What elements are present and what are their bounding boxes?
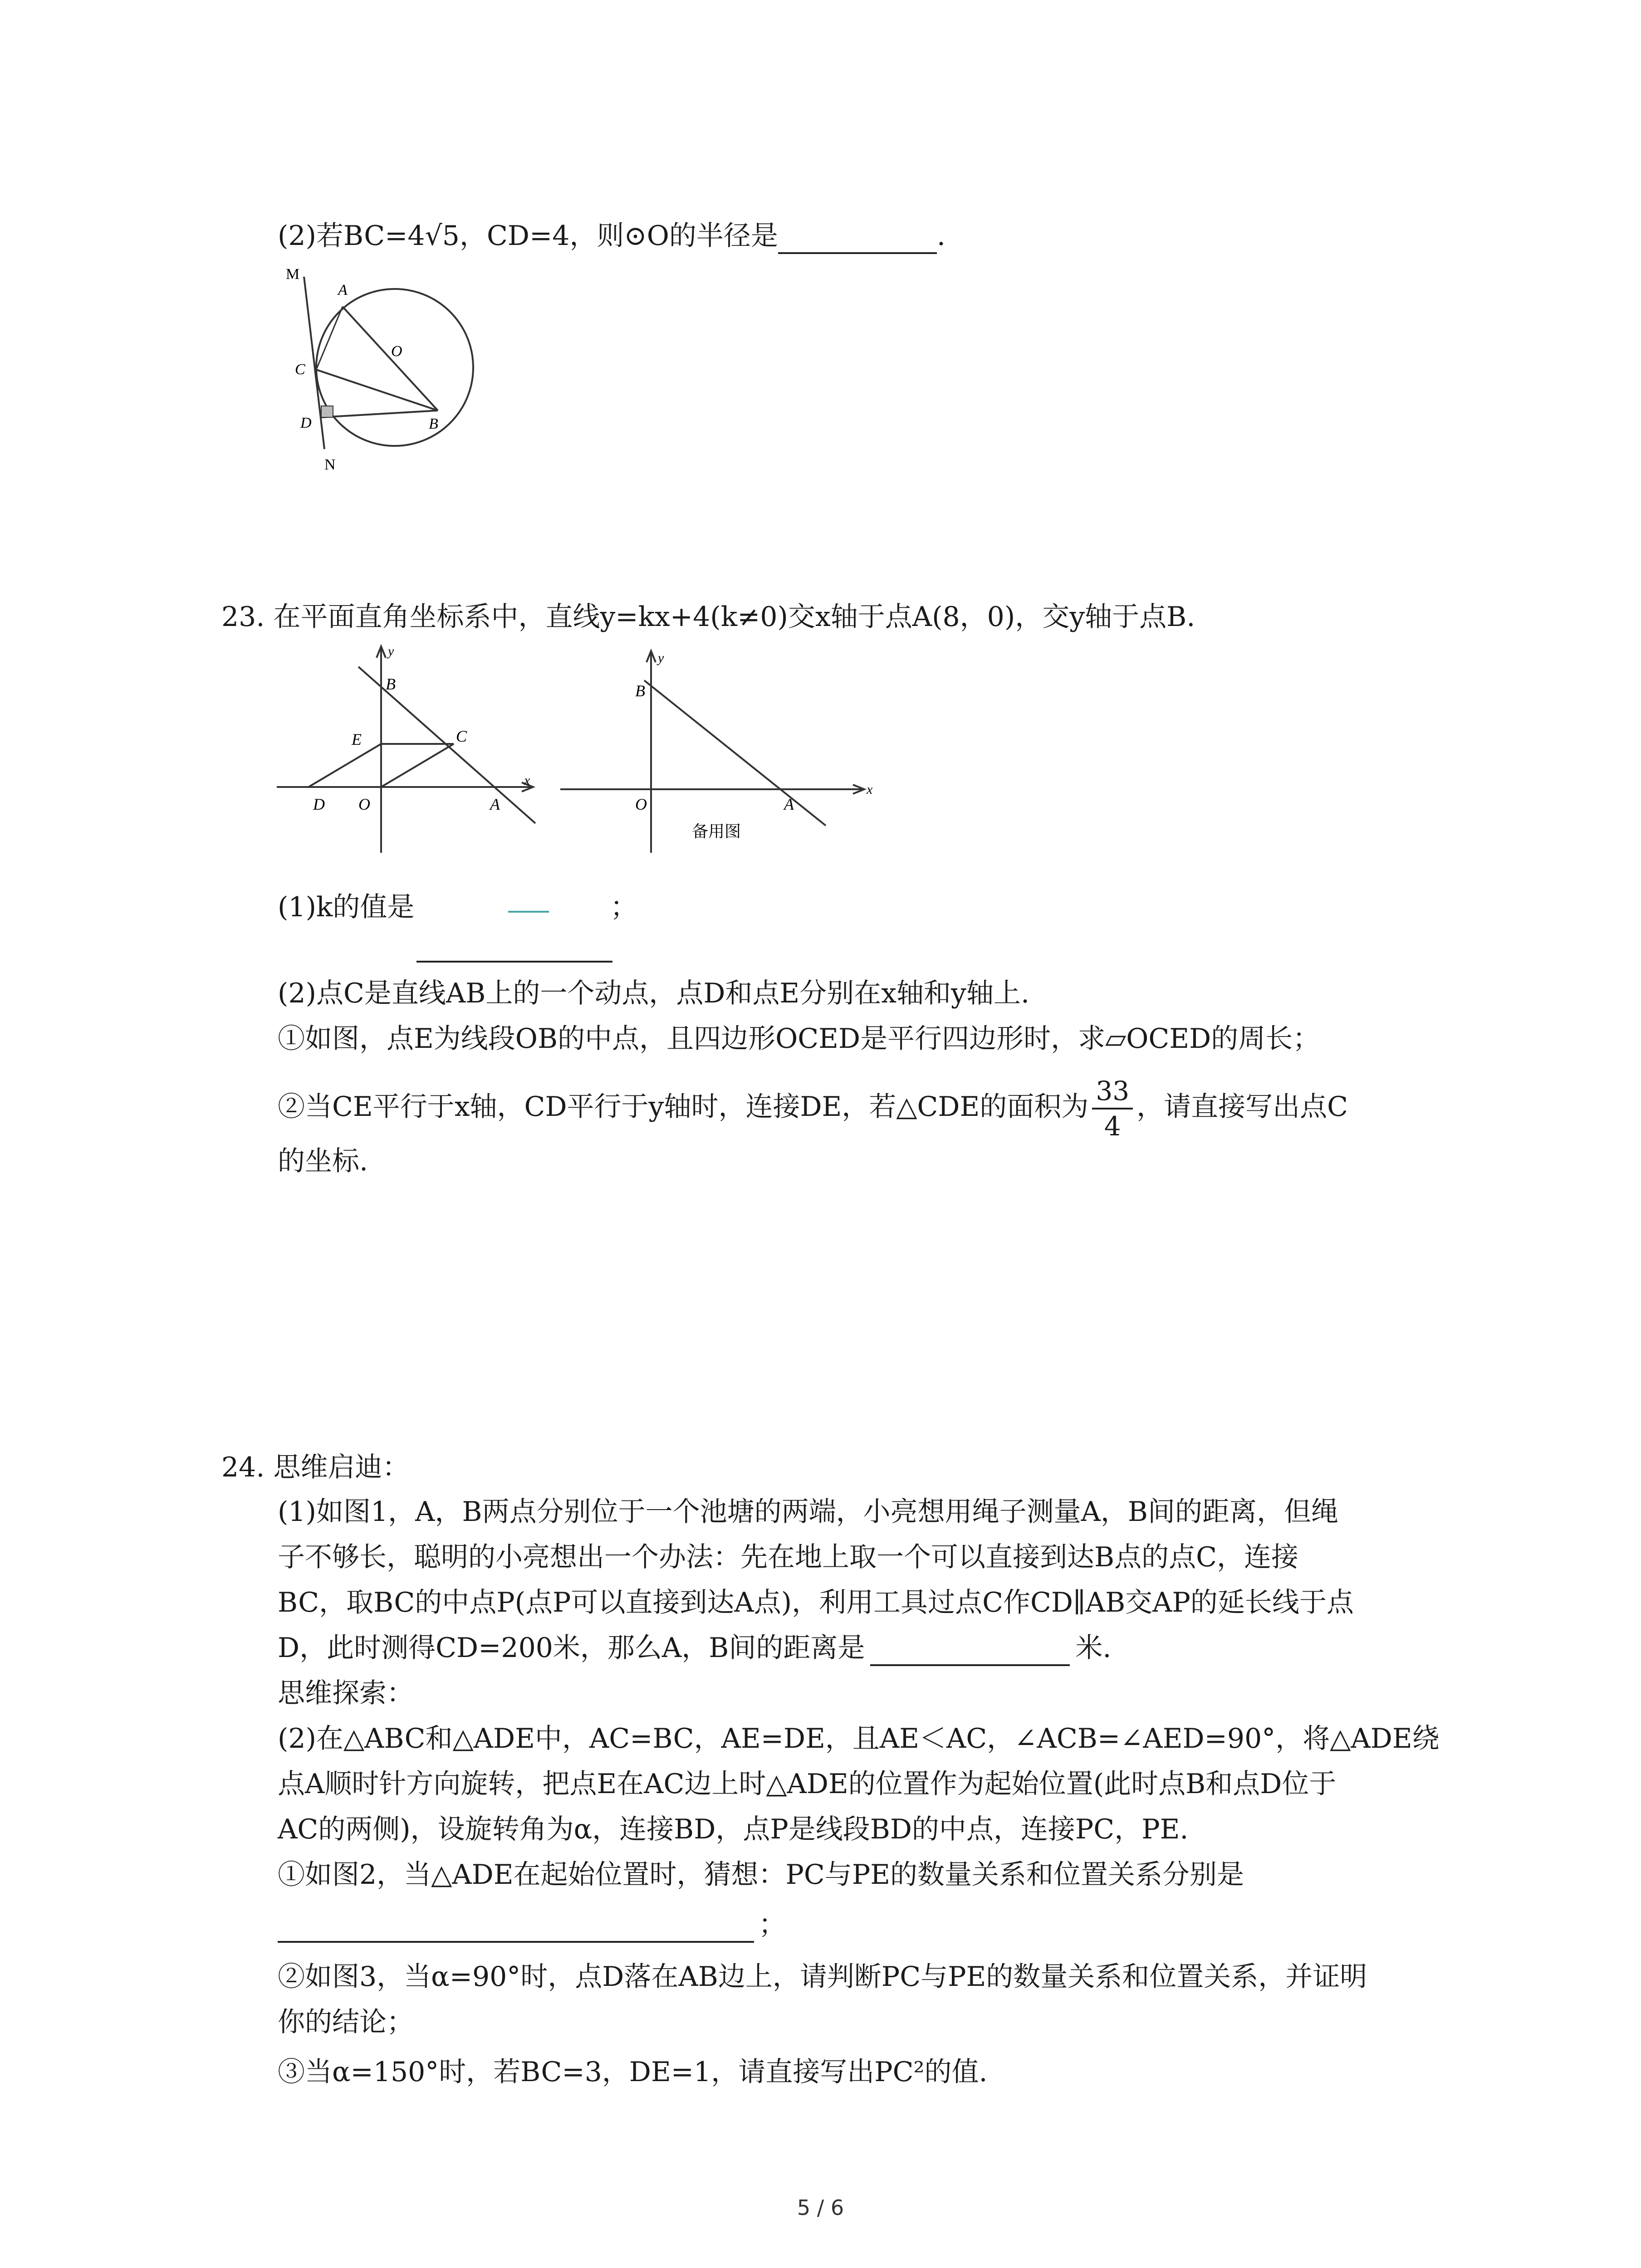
q23-answer-blank[interactable] xyxy=(416,961,612,963)
q24-title: 24. 思维启迪： xyxy=(221,1452,410,1483)
svg-text:y: y xyxy=(388,644,394,659)
svg-text:B: B xyxy=(386,675,396,693)
q23-figure-spare xyxy=(554,640,880,857)
q24-p1-line4 xyxy=(278,1630,1111,1666)
q23-part1-end: ； xyxy=(610,891,637,923)
svg-text:A: A xyxy=(338,282,348,298)
fraction-numerator: 33 xyxy=(1092,1074,1133,1110)
q24-s2-line1: ②如图3，当α=90°时，点D落在AB边上，请判断PC与PE的数量关系和位置关系，并证明 xyxy=(278,1961,1367,1993)
svg-text:O: O xyxy=(635,795,647,813)
svg-text:N: N xyxy=(324,456,336,472)
svg-text:E: E xyxy=(352,730,362,748)
q22-answer-blank[interactable] xyxy=(778,223,937,254)
answer-dash xyxy=(508,911,549,913)
svg-text:D: D xyxy=(300,415,312,431)
fraction-denominator: 4 xyxy=(1104,1111,1121,1142)
svg-text:C: C xyxy=(456,727,467,745)
q22-part2-text: (2)若BC=4√5，CD=4，则⊙O的半径是 xyxy=(278,220,778,252)
q24-p1-line3: BC，取BC的中点P(点P可以直接到达A点)，利用工具过点C作CD∥AB交AP的延长线于点 xyxy=(278,1587,1354,1618)
svg-text:C: C xyxy=(295,361,305,378)
q23-sub2-line2: 的坐标. xyxy=(278,1145,368,1177)
q23-sub2-after: ，请直接写出点C xyxy=(1136,1091,1348,1123)
svg-text:B: B xyxy=(635,682,645,700)
q24-p2-line1: (2)在△ABC和△ADE中，AC=BC，AE=DE，且AE＜AC，∠ACB=∠AED=90°，将△ADE绕 xyxy=(278,1723,1440,1755)
q22-circle-figure xyxy=(272,263,476,472)
q24-p1-line4-after: 米. xyxy=(1075,1632,1112,1664)
q24-p1-line4-before: D，此时测得CD=200米，那么A，B间的距离是 xyxy=(278,1632,865,1664)
q23-sub2 xyxy=(278,1070,1348,1143)
q22-part2 xyxy=(278,218,945,254)
svg-text:B: B xyxy=(429,415,438,432)
q23-figure-main xyxy=(272,640,549,857)
q23-part1 xyxy=(278,889,414,925)
svg-text:D: D xyxy=(313,795,325,813)
svg-text:y: y xyxy=(658,650,664,665)
q22-part2-end: . xyxy=(936,220,945,252)
svg-text:A: A xyxy=(490,795,500,813)
q23-sub2-before: ②当CE平行于x轴，CD平行于y轴时，连接DE，若△CDE的面积为 xyxy=(278,1091,1089,1123)
q24-s1-end: ； xyxy=(759,1909,786,1941)
q24-p1-line1: (1)如图1，A，B两点分别位于一个池塘的两端，小亮想用绳子测量A，B间的距离，但绳 xyxy=(278,1496,1339,1528)
page-number: 5 / 6 xyxy=(797,2195,844,2220)
area-fraction xyxy=(1092,1074,1133,1143)
q24-s1-blank[interactable] xyxy=(278,1912,754,1943)
svg-text:O: O xyxy=(358,795,370,813)
spare-figure-caption: 备用图 xyxy=(692,822,741,841)
q24-s1: ①如图2，当△ADE在起始位置时，猜想：PC与PE的数量关系和位置关系分别是 xyxy=(278,1859,1244,1891)
q24-s1-answer-line xyxy=(278,1906,786,1943)
q23-stem: 23. 在平面直角坐标系中，直线y=kx+4(k≠0)交x轴于点A(8，0)，交y轴于点B. xyxy=(221,601,1195,633)
q24-answer-blank[interactable] xyxy=(870,1635,1070,1666)
svg-text:O: O xyxy=(391,343,402,360)
q24-s3: ③当α=150°时，若BC=3，DE=1，请直接写出PC²的值. xyxy=(278,2056,988,2088)
q24-explore-heading: 思维探索： xyxy=(278,1677,414,1709)
q23-sub1: ①如图，点E为线段OB的中点，且四边形OCED是平行四边形时，求▱OCED的周长； xyxy=(278,1023,1320,1055)
q24-s2-line2: 你的结论； xyxy=(278,2006,414,2038)
q23-part2: (2)点C是直线AB上的一个动点，点D和点E分别在x轴和y轴上. xyxy=(278,978,1030,1009)
svg-text:A: A xyxy=(784,795,794,813)
q23-part1-text: (1)k的值是 xyxy=(278,891,415,923)
q24-p1-line2: 子不够长，聪明的小亮想出一个办法：先在地上取一个可以直接到达B点的点C，连接 xyxy=(278,1541,1298,1573)
q24-p2-line2: 点A顺时针方向旋转，把点E在AC边上时△ADE的位置作为起始位置(此时点B和点D位于 xyxy=(278,1768,1337,1800)
q24-p2-line3: AC的两侧)，设旋转角为α，连接BD，点P是线段BD的中点，连接PC，PE. xyxy=(278,1813,1189,1845)
svg-text:x: x xyxy=(867,782,873,797)
svg-text:x: x xyxy=(524,773,530,788)
svg-text:M: M xyxy=(286,266,300,283)
